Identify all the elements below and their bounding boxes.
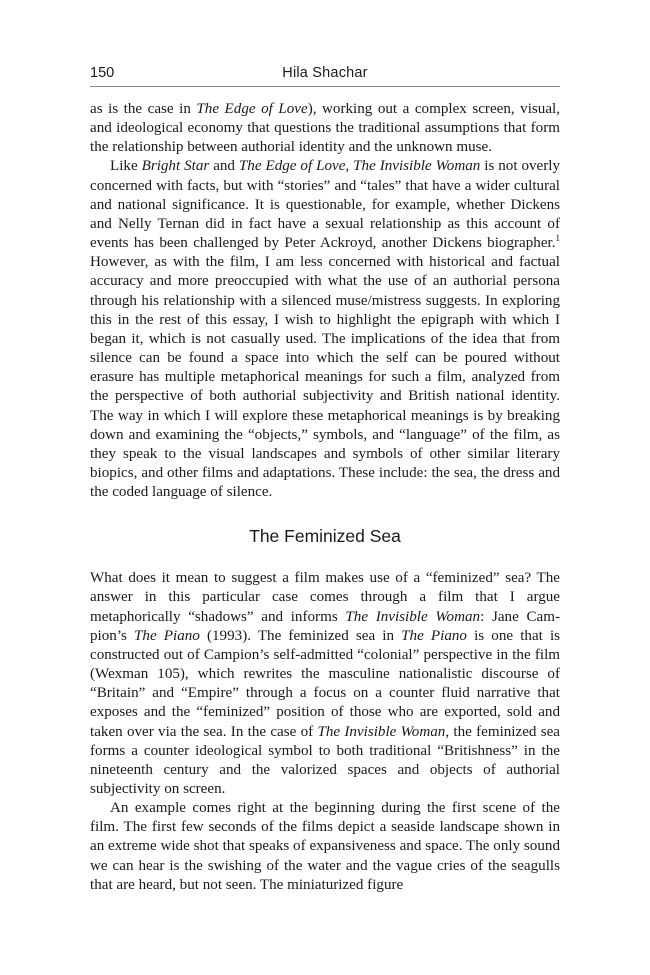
italic-title: The Invisible Woman — [353, 158, 481, 175]
paragraph — [90, 100, 560, 157]
italic-title: The Edge of Love — [196, 101, 308, 117]
paragraph — [90, 157, 560, 502]
text-run: and — [209, 158, 239, 175]
italic-title: The Edge of Love — [238, 158, 346, 175]
text-run: as is the case in — [90, 101, 197, 117]
text-run: is not overly concerned with facts, but with “stories” and “tales” that have a wider cultural and national significance. It is questionable, for example, whether Dickens and Nelly Ternan did in fact have a sexual relationship as this account of events has been challenged by Peter Ackroyd, another Dickens biographer. — [90, 158, 561, 252]
running-header — [90, 64, 560, 84]
italic-title: Bright Star — [141, 158, 210, 175]
page-number: 150 — [90, 65, 115, 81]
text-run: However, as with the film, I am less concerned with historical and factual accuracy and more preoccupied with what the use of an authorial persona through his relationship with a silenced muse/​mistress suggests. In exploring this in the rest of this essay, I wish to highlight the epigraph with which I began it, which is not casually used. The implications of the idea that from silence can be found a space into which the self can be poured without erasure has multiple metaphorical meanings for such a film, analyzed from the perspective of both authorial subjectivity and British national identity. The way in which I will explore these metaphorical meanings is by breaking down and examining the “objects,” symbols, and “language” of the film, as they speak to the visual landscapes and symbols of other similar literary biopics, and other films and adaptations. These include: the sea, the dress and the coded language of silence. — [90, 254, 560, 501]
italic-title: The Piano — [401, 627, 467, 644]
text-run: Like — [110, 158, 142, 175]
section-heading: The Feminized Sea — [249, 526, 401, 547]
paragraph — [90, 569, 560, 799]
text-run: is one that is constructed out of Campion’s self-admitted “colonial” perspective in the film (Wexman 105), which rewrites the masculine nationalistic discourse of “Britain” and “Empire” through a focus on a counter fluid narrative that exposes and the “feminized” position of those who are exported, sold and taken over via the sea. In the case of — [90, 627, 561, 740]
italic-title: The Piano — [134, 627, 200, 644]
header-rule — [90, 86, 560, 87]
text-run: What does it mean to suggest a film makes use of a “feminized” sea? The answer in this particular case comes through a film that I argue metaphorically “shadows” and informs — [90, 570, 560, 625]
text-run: , the feminized sea forms a counter ideological symbol to both traditional “Britishness” in the nineteenth century and the valorized spaces and objects of authorial subjectivity on screen. — [90, 723, 560, 797]
running-title: Hila Shachar — [282, 65, 368, 81]
text-run: (1993). The feminized sea in — [199, 627, 402, 644]
text-run: , — [345, 158, 354, 175]
paragraph — [90, 799, 560, 895]
text-run: An example comes right at the beginning during the first scene of the film. The first few seconds of the films depict a seaside landscape shown in an extreme wide shot that speaks of expansiveness and space. The only sound we can hear is the swishing of the water and the vague cries of the seagulls that are heard, but not seen. The miniaturized figure — [90, 800, 560, 893]
text-run: ), working out a complex screen, visual, and ideological economy that questions the traditional assumptions that form the relationship between authorial identity and the unknown muse. — [90, 101, 561, 156]
text-run: : Jane Campion’s — [90, 608, 560, 644]
italic-title: The Invisible Woman — [317, 723, 446, 740]
italic-title: The Invisible Woman — [345, 608, 481, 625]
footnote-ref: 1 — [555, 233, 560, 244]
body-text — [90, 100, 560, 895]
